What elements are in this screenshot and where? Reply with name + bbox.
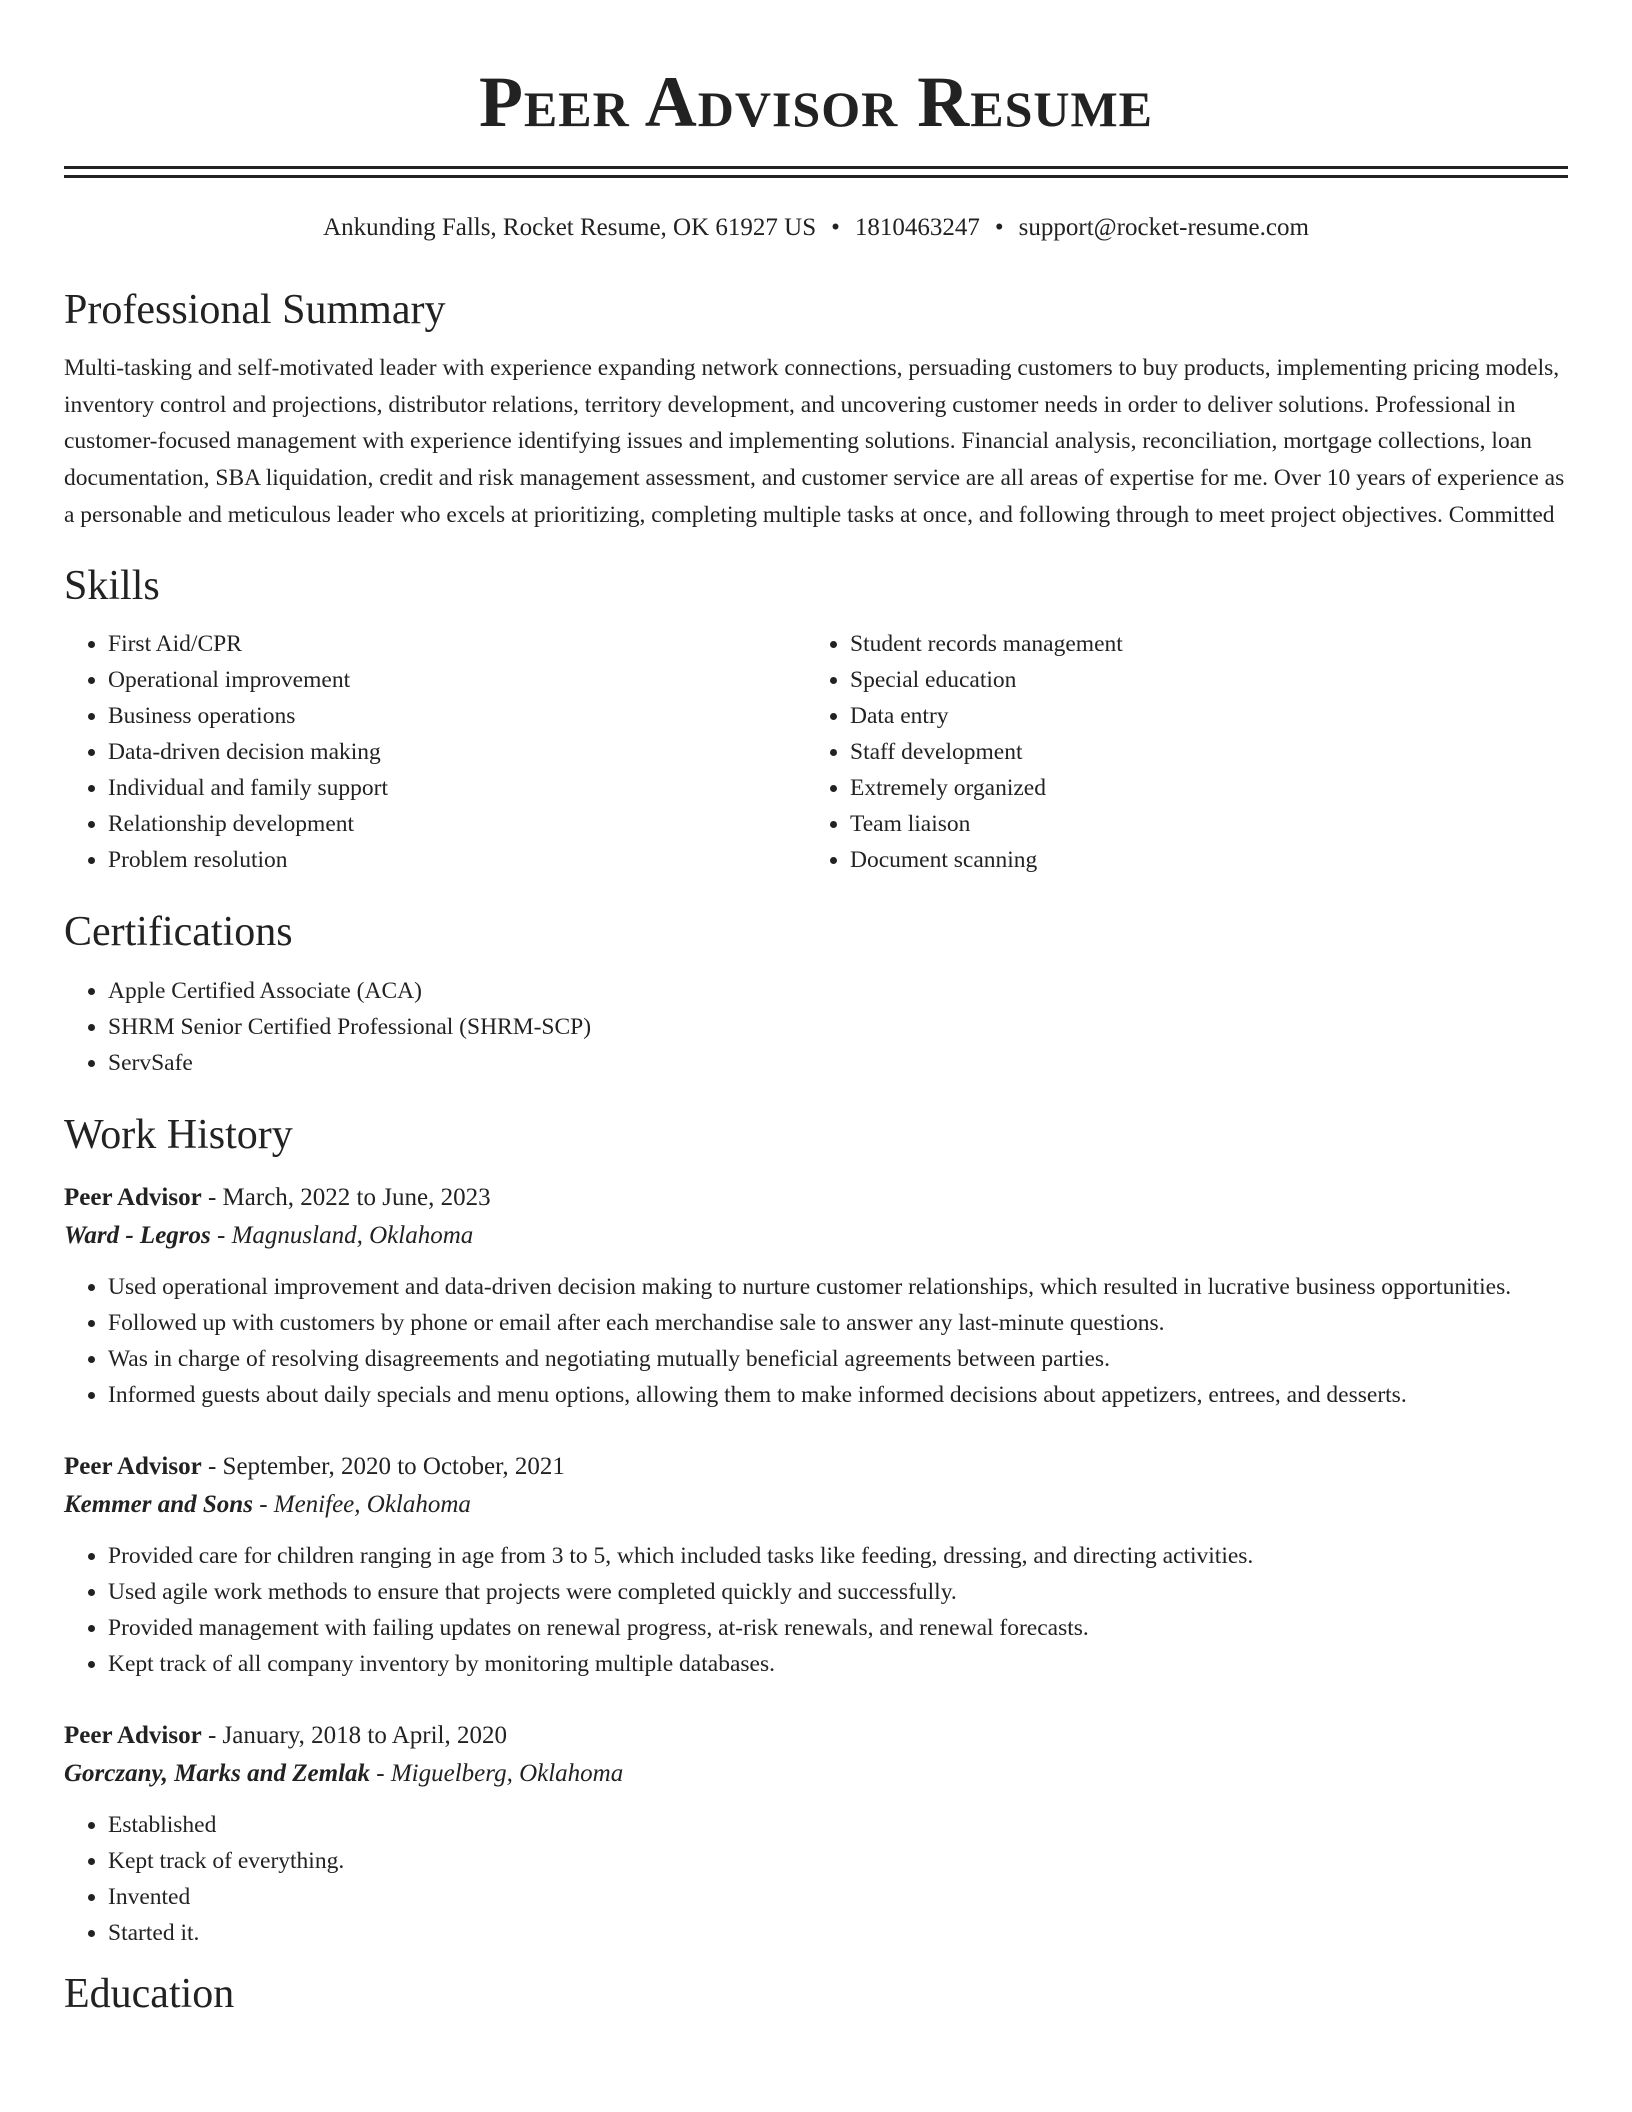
skill-item: • Data-driven decision making bbox=[108, 734, 806, 770]
job-dash: - bbox=[201, 1452, 223, 1480]
job-header bbox=[64, 1179, 1568, 1217]
work-history-heading: Work History bbox=[64, 1111, 293, 1158]
contact-line bbox=[64, 211, 1568, 245]
job-header bbox=[64, 1448, 1568, 1486]
summary-section bbox=[64, 285, 1568, 534]
contact-address: Ankunding Falls, Rocket Resume, OK 61927 US bbox=[323, 214, 817, 241]
job-bullet: • Informed guests about daily specials and menu options, allowing them to make informed decisions about appetizers, entrees, and desserts. bbox=[108, 1377, 1568, 1413]
job-bullet: • Followed up with customers by phone or email after each merchandise sale to answer any last-minute questions. bbox=[108, 1305, 1568, 1341]
job-bullets bbox=[64, 1269, 1568, 1413]
education-section bbox=[64, 1969, 1568, 2019]
skills-heading: Skills bbox=[64, 562, 160, 609]
job-location: Miguelberg, Oklahoma bbox=[390, 1759, 624, 1787]
job-dash: - bbox=[370, 1759, 391, 1787]
job-entry bbox=[64, 1179, 1568, 1413]
job-dates: March, 2022 to June, 2023 bbox=[222, 1183, 491, 1211]
skill-item: • Staff development bbox=[850, 734, 1548, 770]
summary-heading: Professional Summary bbox=[64, 287, 446, 333]
job-bullet: • Used operational improvement and data-driven decision making to nurture customer relationships, which resulted in lucrative business opportunities. bbox=[108, 1269, 1568, 1305]
job-bullets bbox=[64, 1807, 1568, 1951]
skill-item: • Individual and family support bbox=[108, 770, 806, 806]
job-dates: September, 2020 to October, 2021 bbox=[222, 1452, 565, 1480]
job-header bbox=[64, 1717, 1568, 1755]
job-dash: - bbox=[210, 1221, 232, 1249]
title-rule-bottom bbox=[64, 175, 1568, 178]
skill-item: • Team liaison bbox=[850, 806, 1548, 842]
skill-item: • Business operations bbox=[108, 698, 806, 734]
contact-separator: • bbox=[994, 214, 1004, 241]
skill-item: • Problem resolution bbox=[108, 842, 806, 878]
certifications-list bbox=[64, 973, 1568, 1081]
certification-item: • SHRM Senior Certified Professional (SHRM-SCP) bbox=[108, 1009, 1568, 1045]
job-bullet: • Kept track of all company inventory by monitoring multiple databases. bbox=[108, 1646, 1568, 1682]
certifications-section bbox=[64, 907, 1568, 1081]
job-company-line bbox=[64, 1217, 1568, 1255]
skill-item: • Document scanning bbox=[850, 842, 1548, 878]
job-location: Menifee, Oklahoma bbox=[273, 1490, 471, 1518]
job-bullet: • Kept track of everything. bbox=[108, 1843, 1568, 1879]
skill-item: • Data entry bbox=[850, 698, 1548, 734]
contact-separator: • bbox=[831, 214, 840, 241]
skills-column-right bbox=[806, 626, 1548, 878]
job-bullets bbox=[64, 1538, 1568, 1682]
skill-item: • First Aid/CPR bbox=[108, 626, 806, 662]
job-bullet: • Provided care for children ranging in age from 3 to 5, which included tasks like feeding, dressing, and directing activities. bbox=[108, 1538, 1568, 1574]
skills-column-left bbox=[64, 626, 806, 878]
skill-item: • Student records management bbox=[850, 626, 1548, 662]
job-bullet: • Established bbox=[108, 1807, 1568, 1843]
job-company: Kemmer and Sons bbox=[64, 1490, 253, 1518]
education-heading: Education bbox=[64, 1970, 235, 2017]
certifications-heading: Certifications bbox=[64, 908, 293, 955]
job-company: Ward - Legros bbox=[64, 1221, 211, 1249]
job-dates: January, 2018 to April, 2020 bbox=[222, 1721, 508, 1749]
summary-text: Multi-tasking and self-motivated leader with experience expanding network connections, persuading customers to buy products, implementing pricing models, inventory control and projections, distributor relations, territory development, and uncovering customer needs in order to deliver solutions. Professional in customer-focused management with experience identifying issues and implementing solutions. Financial analysis, reconciliation, mortgage collections, loan documentation, SBA liquidation, credit and risk management assessment, and customer service are all areas of expertise for me. Over 10 years of experience as a personable and meticulous leader who excels at prioritizing, completing multiple tasks at once, and following through to meet project objectives. Committed bbox=[64, 355, 1565, 528]
job-role: Peer Advisor bbox=[64, 1452, 202, 1480]
job-bullet: • Provided management with failing updates on renewal progress, at-risk renewals, and renewal forecasts. bbox=[108, 1610, 1568, 1646]
skills-list-right bbox=[806, 626, 1548, 878]
job-entry bbox=[64, 1448, 1568, 1682]
job-bullet: • Invented bbox=[108, 1879, 1568, 1915]
skill-item: • Operational improvement bbox=[108, 662, 806, 698]
job-entry bbox=[64, 1717, 1568, 1951]
job-bullet: • Used agile work methods to ensure that projects were completed quickly and successfully. bbox=[108, 1574, 1568, 1610]
certification-item: • ServSafe bbox=[108, 1045, 1568, 1081]
resume-title: Peer Advisor Resume bbox=[478, 62, 1154, 142]
job-role: Peer Advisor bbox=[64, 1183, 202, 1211]
title-rule-top bbox=[64, 166, 1568, 169]
contact-email: support@rocket-resume.com bbox=[1018, 214, 1309, 241]
job-company-line bbox=[64, 1755, 1568, 1793]
job-dash: - bbox=[201, 1183, 223, 1211]
job-bullet: • Was in charge of resolving disagreements and negotiating mutually beneficial agreements between parties. bbox=[108, 1341, 1568, 1377]
skills-grid bbox=[64, 626, 1568, 878]
contact-phone: 1810463247 bbox=[854, 214, 980, 241]
job-bullet: • Started it. bbox=[108, 1915, 1568, 1951]
job-company: Gorczany, Marks and Zemlak bbox=[64, 1759, 371, 1787]
work-history-section bbox=[64, 1110, 1568, 1951]
certification-item: • Apple Certified Associate (ACA) bbox=[108, 973, 1568, 1009]
skill-item: • Extremely organized bbox=[850, 770, 1548, 806]
skills-section bbox=[64, 561, 1568, 878]
skill-item: • Special education bbox=[850, 662, 1548, 698]
skill-item: • Relationship development bbox=[108, 806, 806, 842]
job-dash: - bbox=[201, 1721, 223, 1749]
job-location: Magnusland, Oklahoma bbox=[231, 1221, 474, 1249]
job-role: Peer Advisor bbox=[64, 1721, 202, 1749]
job-company-line bbox=[64, 1486, 1568, 1524]
skills-list-left bbox=[64, 626, 806, 878]
job-dash: - bbox=[252, 1490, 274, 1518]
resume-page bbox=[64, 0, 1568, 2019]
